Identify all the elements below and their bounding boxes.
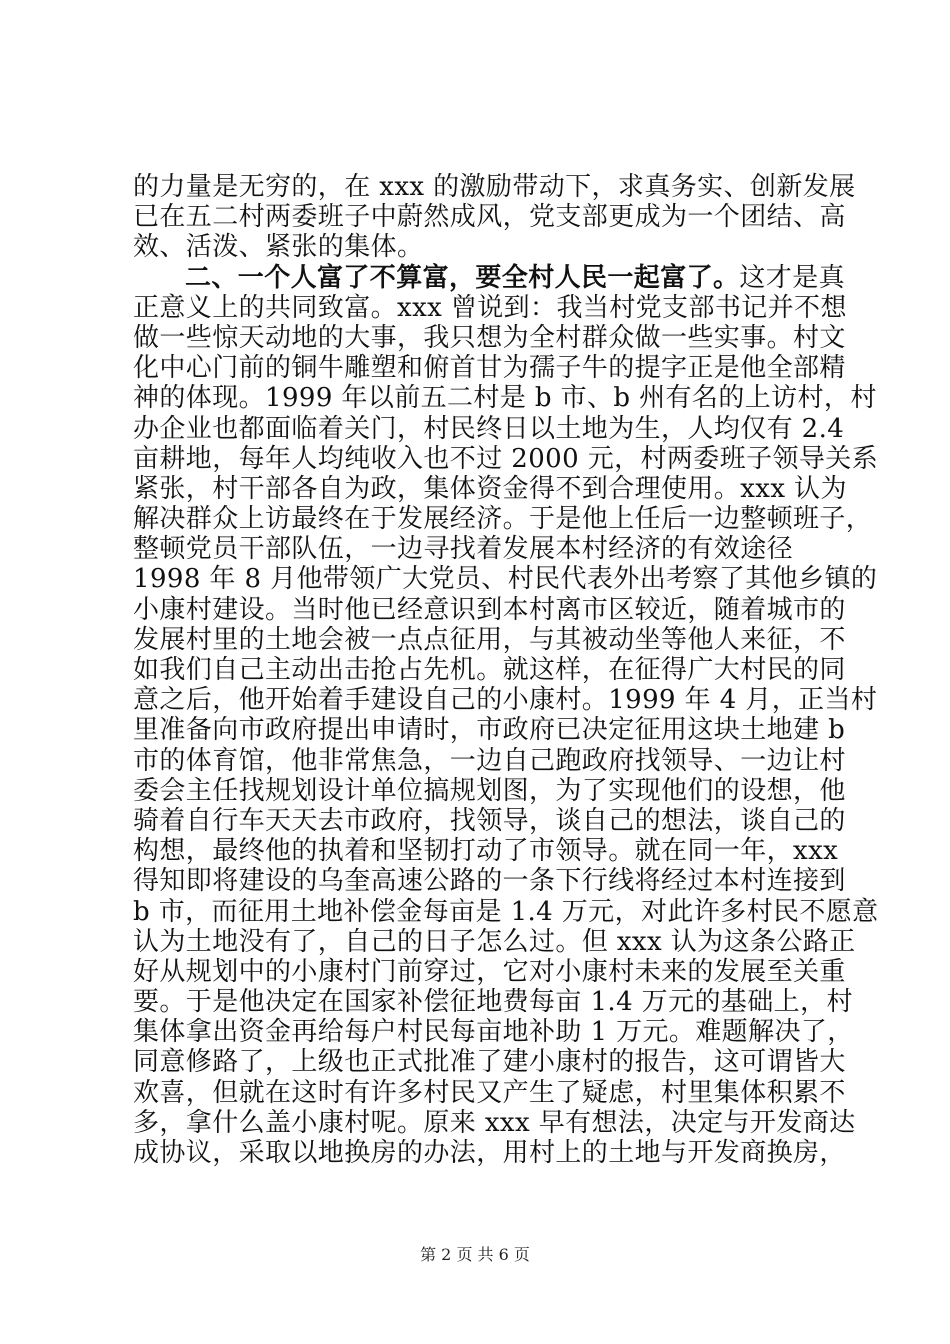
- section-heading-line: [133, 262, 846, 293]
- text-line: 发展村里的土地会被一点点征用，与其被动坐等他人来征，不: [133, 624, 846, 655]
- text-line: 骑着自行车天天去市政府，找领导，谈自己的想法，谈自己的: [133, 805, 846, 836]
- text-line: 解决群众上访最终在于发展经济。于是他上任后一边整顿班子，: [133, 504, 873, 535]
- page-footer: [0, 1245, 950, 1265]
- text-line: 神的体现。1999 年以前五二村是 b 市、b 州有名的上访村，村: [133, 383, 877, 414]
- text-line: 办企业也都面临着关门，村民终日以土地为生，人均仅有 2.4: [133, 413, 845, 444]
- text-line: 已在五二村两委班子中蔚然成风，党支部更成为一个团结、高: [133, 202, 846, 233]
- body-text: [133, 172, 879, 1168]
- text-line: 认为土地没有了，自己的日子怎么过。但 xxx 认为这条公路正: [133, 926, 856, 957]
- text-line: 要。于是他决定在国家补偿征地费每亩 1.4 万元的基础上，村: [133, 987, 853, 1018]
- text-line: b 市，而征用土地补偿金每亩是 1.4 万元，对此许多村民不愿意: [133, 896, 879, 927]
- text-line: 多，拿什么盖小康村呢。原来 xxx 早有想法，决定与开发商达: [133, 1107, 856, 1138]
- text-line: 成协议，采取以地换房的办法，用村上的土地与开发商换房，: [133, 1138, 846, 1168]
- text-line: 化中心门前的铜牛雕塑和俯首甘为孺子牛的提字正是他全部精: [133, 353, 846, 384]
- text-line: 效、活泼、紧张的集体。: [133, 232, 424, 263]
- section-heading: 二、一个人富了不算富，要全村人民一起富了。: [185, 262, 740, 293]
- text-line: 正意义上的共同致富。xxx 曾说到：我当村党支部书记并不想: [133, 292, 847, 323]
- text-line: 如我们自己主动出击抢占先机。就这样，在征得广大村民的同: [133, 655, 846, 685]
- text-line: 做一些惊天动地的大事，我只想为全村群众做一些实事。村文: [133, 322, 846, 353]
- text-line: 市的体育馆，他非常焦急，一边自己跑政府找领导、一边让村: [133, 745, 846, 776]
- text-line: 小康村建设。当时他已经意识到本村离市区较近，随着城市的: [133, 594, 846, 625]
- text-line: 意之后，他开始着手建设自己的小康村。1999 年 4 月，正当村: [133, 685, 878, 716]
- text-line: 里准备向市政府提出申请时，市政府已决定征用这块土地建 b: [133, 715, 846, 746]
- text-line: 同意修路了，上级也正式批准了建小康村的报告，这可谓皆大: [133, 1047, 846, 1078]
- text-line: 得知即将建设的乌奎高速公路的一条下行线将经过本村连接到: [133, 866, 846, 897]
- text-line: 亩耕地，每年人均纯收入也不过 2000 元，村两委班子领导关系: [133, 443, 879, 474]
- text-line: 构想，最终他的执着和坚韧打动了市领导。就在同一年，xxx: [133, 836, 839, 867]
- text-line: 紧张，村干部各自为政，集体资金得不到合理使用。xxx 认为: [133, 473, 847, 504]
- page-number: 第 2 页 共 6 页: [420, 1245, 530, 1264]
- text-line: 的力量是无穷的，在 xxx 的激励带动下，求真务实、创新发展: [133, 172, 856, 202]
- text-line: 1998 年 8 月他带领广大党员、村民代表外出考察了其他乡镇的: [133, 564, 878, 595]
- text-line: 集体拿出资金再给每户村民每亩地补助 1 万元。难题解决了，: [133, 1017, 854, 1048]
- text-line: 委会主任找规划设计单位搞规划图，为了实现他们的设想，他: [133, 775, 846, 806]
- text-line-continuation: 这才是真: [739, 262, 846, 293]
- text-line: 好从规划中的小康村门前穿过，它对小康村未来的发展至关重: [133, 956, 846, 987]
- text-line: 整顿党员干部队伍，一边寻找着发展本村经济的有效途径: [133, 534, 794, 565]
- text-line: 欢喜，但就在这时有许多村民又产生了疑虑，村里集体积累不: [133, 1077, 846, 1108]
